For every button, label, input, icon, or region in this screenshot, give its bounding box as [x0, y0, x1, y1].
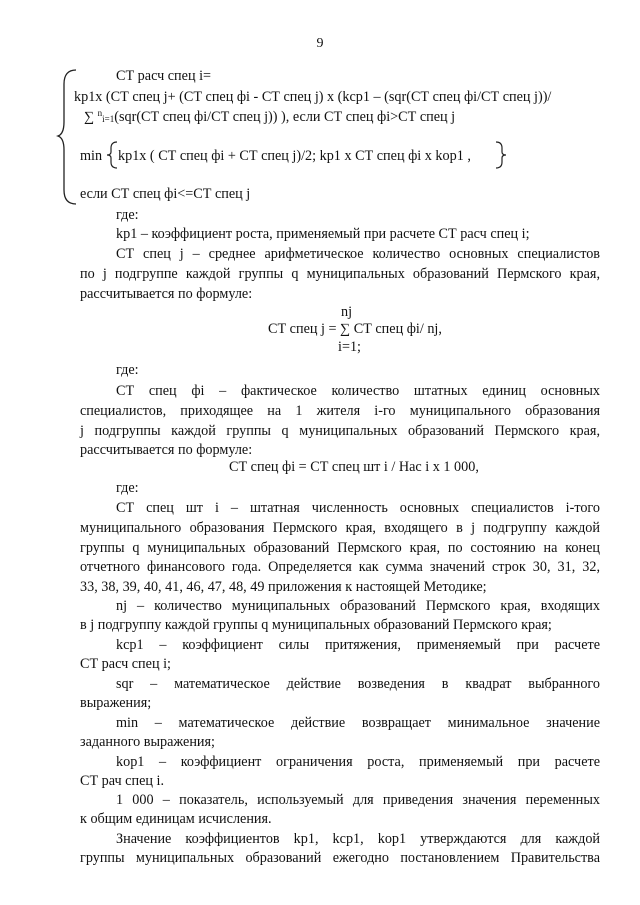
formula-min-label: min: [80, 148, 103, 164]
page-number: 9: [316, 36, 324, 51]
stsht-line-1: СТ спец шт i – штатная численность основных специалистов i-того: [116, 500, 600, 516]
stsht-line-2: муниципального образования Пермского края, входящего в j подгруппу каждой: [80, 520, 600, 536]
formula-case1-line1: kp1x (СТ спец j+ (СТ спец фi - СТ спец j) x (kcp1 – (sqr(СТ спец фi/СТ спец j))/: [74, 89, 552, 105]
stsht-line-4: отчетного финансового года. Определяется как сумма значений строк 30, 31, 32,: [80, 559, 600, 575]
final-line-2: группы муниципальных образований ежегодно постановлением Правительства: [80, 850, 600, 866]
formula-case2-condition: если СТ спец фi<=СТ спец j: [80, 186, 251, 202]
stfi-line-3: j подгруппы каждой группы q муниципальных образований Пермского края,: [80, 423, 600, 439]
stj-line-2: по j подгруппе каждой группы q муниципальных образований Пермского края,: [80, 266, 600, 282]
k1000-line-1: 1 000 – показатель, используемый для приведения значения переменных: [116, 792, 600, 808]
min-line-1: min – математическое действие возвращает минимальное значение: [116, 715, 600, 731]
kcp1-line-2: СТ расч спец i;: [80, 656, 171, 672]
formula2-upper-limit: nj: [341, 304, 353, 320]
stj-line-1: СТ спец j – среднее арифметическое количество основных специалистов: [116, 246, 600, 262]
sqr-line-2: выражения;: [80, 695, 152, 711]
where-label-3: где:: [116, 480, 139, 496]
kcp1-line-1: kcp1 – коэффициент силы притяжения, применяемый при расчете: [116, 637, 600, 653]
sigma-lower-limit: i=1: [102, 114, 115, 124]
k1000-line-2: к общим единицам исчисления.: [80, 811, 272, 827]
formula-min-inner: kp1x ( СТ спец фi + СТ спец j)/2; kp1 x СТ спец фi x kop1 ,: [118, 148, 471, 164]
where-label-1: где:: [116, 207, 139, 223]
stfi-line-2: специалистов, приходящее на 1 жителя i-го муниципального образования: [80, 403, 600, 419]
formula3: СТ спец фi = СТ спец шт i / Нас i x 1 000,: [229, 459, 479, 475]
nj-line-1: nj – количество муниципальных образований Пермского края, входящих: [116, 598, 600, 614]
stsht-line-5: 33, 38, 39, 40, 41, 46, 47, 48, 49 приложения к настоящей Методике;: [80, 579, 487, 595]
min-close-brace-icon: [494, 140, 508, 170]
formula-case1-line2: [84, 108, 455, 126]
stj-line-3: рассчитывается по формуле:: [80, 286, 253, 302]
final-line-1: Значение коэффициентов kp1, kcp1, kop1 утверждаются для каждой: [116, 831, 600, 847]
formula2-main: СТ спец j = ∑ СТ спец фi/ nj,: [268, 321, 442, 337]
min-line-2: заданного выражения;: [80, 734, 215, 750]
min-open-brace-icon: [105, 140, 119, 170]
stfi-line-4: рассчитывается по формуле:: [80, 442, 253, 458]
nj-line-2: в j подгруппу каждой группы q муниципальных образований Пермского края;: [80, 617, 552, 633]
formula2-lower-limit: i=1;: [338, 339, 361, 355]
formula-case1-line2-rest: (sqr(СТ спец фi/СТ спец j)) ), если СТ спец фi>СТ спец j: [114, 109, 456, 125]
formula-head: СТ расч спец i=: [116, 68, 212, 84]
stsht-line-3: группы q муниципальных образований Пермского края, по состоянию на конец: [80, 540, 600, 556]
sqr-line-1: sqr – математическое действие возведения в квадрат выбранного: [116, 676, 600, 692]
kp1-definition: kp1 – коэффициент роста, применяемый при расчете СТ расч спец i;: [116, 226, 530, 242]
kop1-line-2: СТ рач спец i.: [80, 773, 164, 789]
sigma-upper-limit: n: [97, 108, 103, 118]
sigma-symbol: ∑: [84, 109, 95, 125]
kop1-line-1: kop1 – коэффициент ограничения роста, применяемый при расчете: [116, 754, 600, 770]
where-label-2: где:: [116, 362, 139, 378]
left-brace-icon: [56, 66, 80, 206]
stfi-line-1: СТ спец фi – фактическое количество штатных единиц основных: [116, 383, 600, 399]
